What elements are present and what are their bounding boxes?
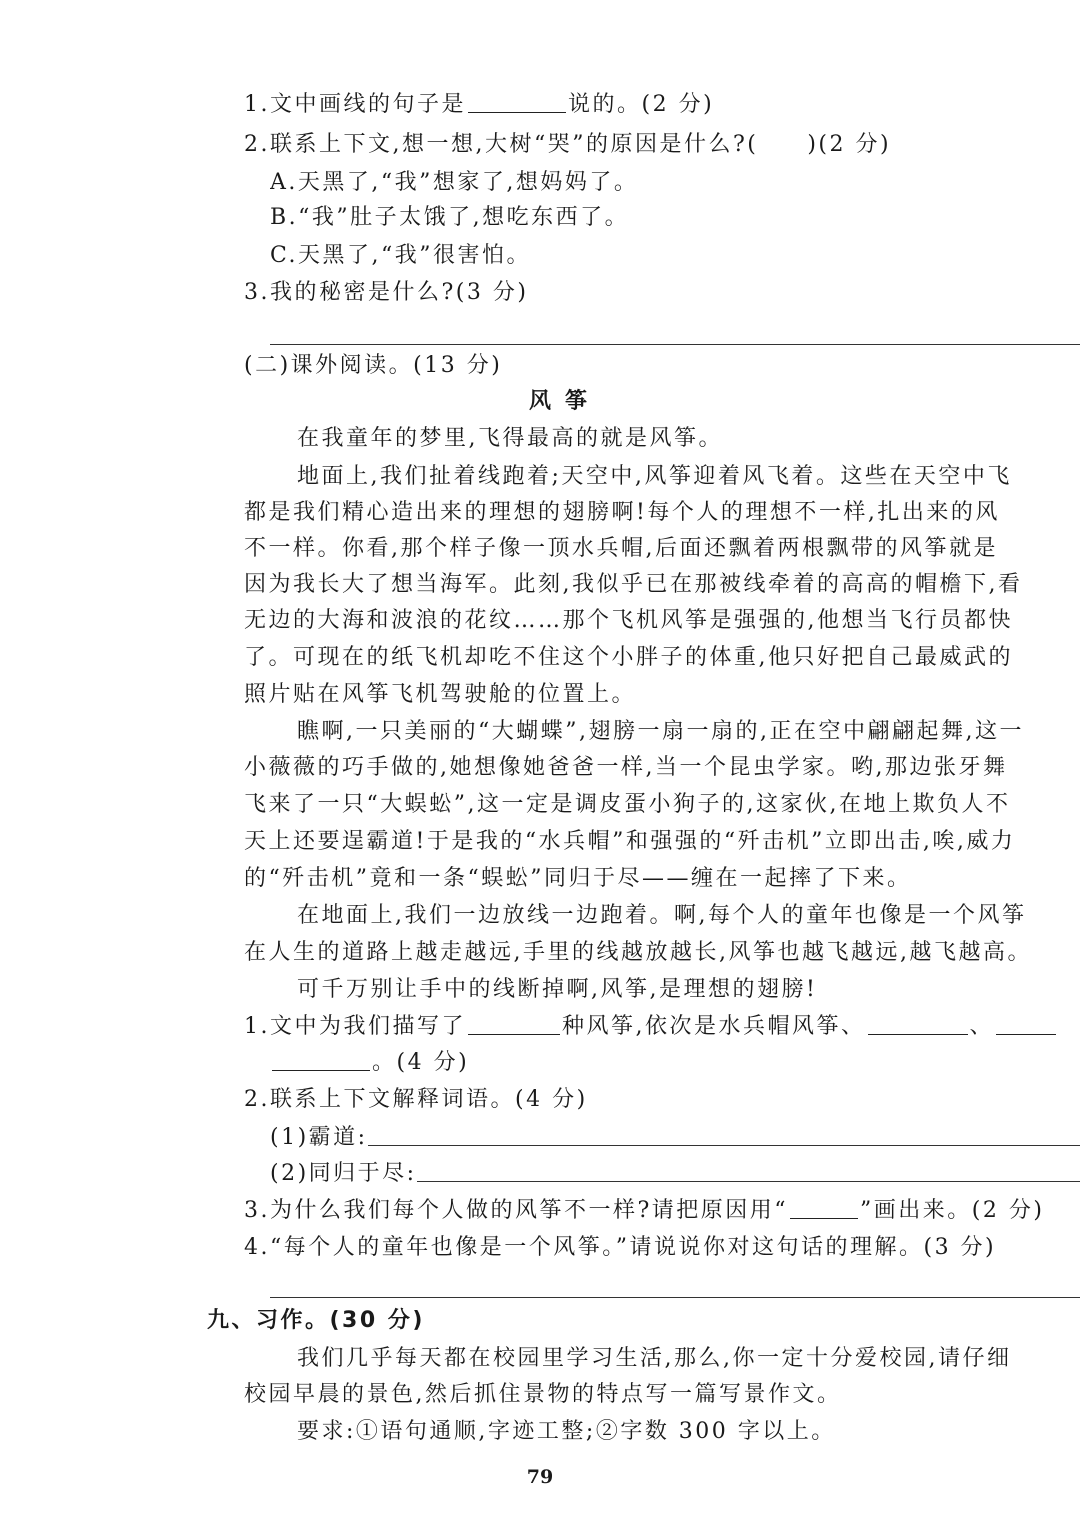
- question-1-continued: 。(4 分): [270, 1048, 1080, 1078]
- option-c: C.天黑了,“我”很害怕。: [270, 243, 532, 268]
- page-number: 79: [526, 1466, 554, 1488]
- passage-line: 了。可现在的纸飞机却吃不住这个小胖子的体重,他只好把自己最威武的: [244, 645, 1013, 670]
- answer-blank[interactable]: [790, 1198, 858, 1219]
- passage-line: 无边的大海和波浪的花纹……那个飞机风筝是强强的,他想当飞行员都快: [244, 608, 1013, 633]
- question-2: 2.联系上下文解释词语。(4 分): [244, 1087, 588, 1112]
- question-2: 2.联系上下文,想一想,大树“哭”的原因是什么?( )(2 分): [244, 132, 892, 157]
- question-3: 3.我的秘密是什么?(3 分): [244, 280, 529, 305]
- writing-prompt: 我们几乎每天都在校园里学习生活,那么,你一定十分爱校园,请仔细: [297, 1346, 1012, 1371]
- passage-line: 都是我们精心造出来的理想的翅膀啊!每个人的理想不一样,扎出来的风: [244, 500, 1000, 525]
- answer-blank[interactable]: [272, 1050, 370, 1071]
- answer-line[interactable]: [368, 1125, 1080, 1146]
- answer-line[interactable]: [270, 1297, 1080, 1298]
- passage-title: 风筝: [528, 389, 601, 414]
- answer-line[interactable]: [417, 1161, 1080, 1182]
- option-b: B.“我”肚子太饿了,想吃东西了。: [270, 205, 630, 230]
- answer-blank[interactable]: [468, 1014, 560, 1035]
- passage-line: 因为我长大了想当海军。此刻,我似乎已在那被线牵着的高高的帽檐下,看: [244, 572, 1023, 597]
- passage-line: 飞来了一只“大蜈蚣”,这一定是调皮蛋小狗子的,这家伙,在地上欺负人不: [244, 792, 1011, 817]
- passage-line: 在我童年的梦里,飞得最高的就是风筝。: [297, 426, 723, 451]
- passage-line: 在地面上,我们一边放线一边跑着。啊,每个人的童年也像是一个风筝: [297, 903, 1027, 928]
- answer-blank[interactable]: [996, 1014, 1056, 1035]
- writing-requirements: 要求:①语句通顺,字迹工整;②字数 300 字以上。: [297, 1419, 836, 1444]
- question-4: 4.“每个人的童年也像是一个风筝。”请说说你对这句话的理解。(3 分): [244, 1235, 997, 1260]
- passage-line: 照片贴在风筝飞机驾驶舱的位置上。: [244, 682, 637, 707]
- answer-line[interactable]: [270, 344, 1080, 345]
- writing-prompt: 校园早晨的景色,然后抓住景物的特点写一篇写景作文。: [244, 1382, 842, 1407]
- answer-blank[interactable]: [868, 1014, 968, 1035]
- section-heading: (二)课外阅读。(13 分): [244, 353, 503, 378]
- question-1: 1.文中画线的句子是 说的。(2 分): [244, 92, 715, 117]
- question-1: 1.文中为我们描写了 种风筝,依次是水兵帽风筝、 、: [244, 1012, 1080, 1042]
- question-3: 3.为什么我们每个人做的风筝不一样?请把原因用“ ”画出来。(2 分): [244, 1198, 1045, 1223]
- passage-line: 小薇薇的巧手做的,她想像她爸爸一样,当一个昆虫学家。哟,那边张牙舞: [244, 755, 1008, 780]
- passage-line: 地面上,我们扯着线跑着;天空中,风筝迎着风飞着。这些在天空中飞: [297, 464, 1012, 489]
- passage-line: 的“歼击机”竟和一条“蜈蚣”同归于尽——缠在一起摔了下来。: [244, 866, 912, 891]
- passage-line: 不一样。你看,那个样子像一顶水兵帽,后面还飘着两根飘带的风筝就是: [244, 536, 998, 561]
- term-badao: (1)霸道:: [270, 1123, 1080, 1153]
- passage-line: 天上还要逞霸道!于是我的“水兵帽”和强强的“歼击机”立即出击,唉,威力: [244, 829, 1016, 854]
- passage-line: 瞧啊,一只美丽的“大蝴蝶”,翅膀一扇一扇的,正在空中翩翩起舞,这一: [297, 719, 1024, 744]
- term-tongguiyujin: (2)同归于尽:: [270, 1159, 1080, 1189]
- passage-line: 在人生的道路上越走越远,手里的线越放越长,风筝也越飞越远,越飞越高。: [244, 940, 1032, 965]
- answer-blank[interactable]: [468, 92, 566, 113]
- passage-line: 可千万别让手中的线断掉啊,风筝,是理想的翅膀!: [297, 977, 818, 1002]
- option-a: A.天黑了,“我”想家了,想妈妈了。: [270, 170, 639, 195]
- writing-heading: 九、习作。(30 分): [207, 1308, 425, 1333]
